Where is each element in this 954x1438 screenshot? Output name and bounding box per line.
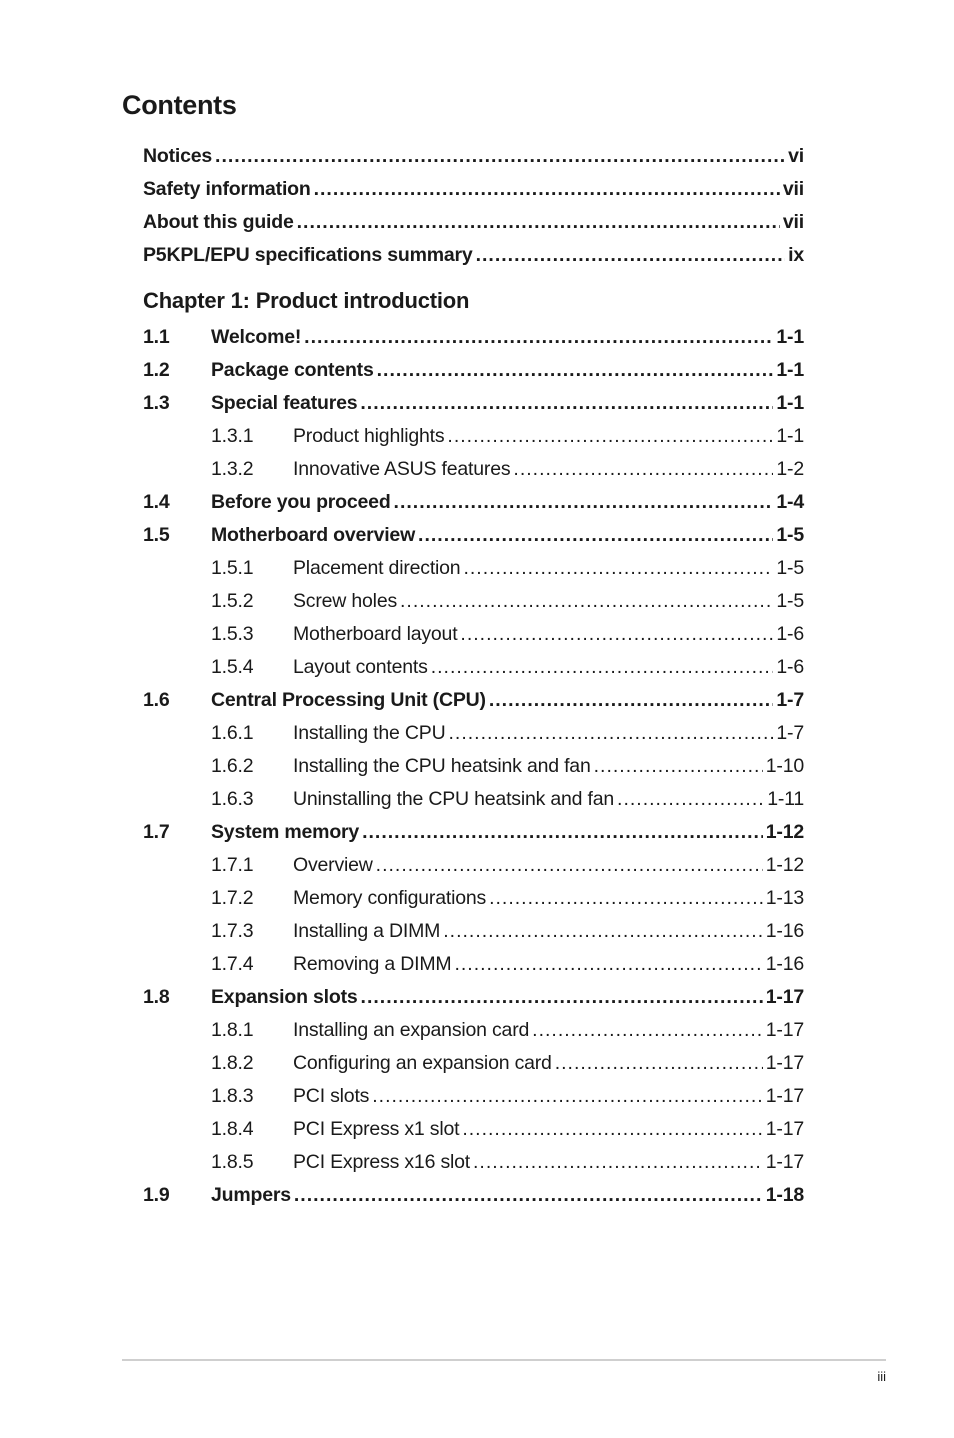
toc-entry-label: Installing a DIMM <box>293 920 441 942</box>
toc-entry-page: 1-6 <box>776 656 804 678</box>
toc-entry[interactable] <box>143 552 804 585</box>
toc-entry-label: Welcome! <box>211 326 302 348</box>
toc-entry[interactable] <box>143 1014 804 1047</box>
toc-entry-number: 1.7.1 <box>211 854 254 876</box>
toc-entry[interactable] <box>143 981 804 1014</box>
toc-entry-label: Layout contents <box>293 656 428 678</box>
dot-leader <box>454 948 762 981</box>
toc-entry-page: vi <box>788 145 804 167</box>
dot-leader <box>489 684 774 717</box>
toc-entry-number: 1.8.3 <box>211 1085 254 1107</box>
toc-entry[interactable] <box>143 717 804 750</box>
toc-entry-label: Motherboard layout <box>293 623 458 645</box>
chapter-heading: Chapter 1: Product introduction <box>143 288 470 313</box>
dot-leader <box>294 1179 763 1212</box>
dot-leader <box>443 915 763 948</box>
toc-entry-number: 1.7.3 <box>211 920 254 942</box>
toc-entry[interactable] <box>143 882 804 915</box>
toc-entry-page: 1-17 <box>765 986 804 1008</box>
toc-entry-label: PCI slots <box>293 1085 370 1107</box>
dot-leader <box>460 618 773 651</box>
dot-leader <box>532 1014 763 1047</box>
dot-leader <box>362 816 763 849</box>
toc-entry[interactable] <box>143 519 804 552</box>
toc-entry-page: vii <box>782 211 804 233</box>
toc-entry-page: 1-1 <box>776 326 804 348</box>
toc-entry-page: 1-12 <box>765 854 804 876</box>
toc-entry-number: 1.8.2 <box>211 1052 254 1074</box>
toc-entry-page: 1-1 <box>776 425 804 447</box>
toc-entry[interactable] <box>143 1146 804 1179</box>
toc-entry-label: Notices <box>143 145 213 167</box>
toc-entry-page: 1-1 <box>776 359 804 381</box>
toc-entry-page: 1-16 <box>765 953 804 975</box>
toc-entry-page: 1-17 <box>765 1019 804 1041</box>
dot-leader <box>314 173 780 206</box>
toc-entry-page: 1-10 <box>765 755 804 777</box>
toc-entry-label: Placement direction <box>293 557 461 579</box>
toc-entry-page: 1-7 <box>776 689 804 711</box>
dot-leader <box>431 651 774 684</box>
toc-entry[interactable] <box>143 140 804 173</box>
toc-entry[interactable] <box>143 239 804 272</box>
toc-entry[interactable] <box>143 750 804 783</box>
toc-entry-label: P5KPL/EPU specifications summary <box>143 244 473 266</box>
toc-entry[interactable] <box>143 618 804 651</box>
toc-entry-label: Jumpers <box>211 1184 291 1206</box>
dot-leader <box>513 453 773 486</box>
toc-entry-number: 1.5.4 <box>211 656 254 678</box>
dot-leader <box>297 206 780 239</box>
toc-entry-page: 1-2 <box>776 458 804 480</box>
toc-entry-number: 1.8.1 <box>211 1019 254 1041</box>
dot-leader <box>418 519 773 552</box>
toc-entry-page: 1-18 <box>765 1184 804 1206</box>
toc-entry[interactable] <box>143 816 804 849</box>
toc-entry[interactable] <box>143 1047 804 1080</box>
toc-entry[interactable] <box>143 849 804 882</box>
toc-entry-label: Installing the CPU <box>293 722 446 744</box>
toc-entry-number: 1.4 <box>143 491 170 513</box>
toc-entry-page: vii <box>782 178 804 200</box>
toc-entry-number: 1.5 <box>143 524 170 546</box>
toc-entry-number: 1.1 <box>143 326 170 348</box>
toc-entry-label: Configuring an expansion card <box>293 1052 552 1074</box>
toc-entry-number: 1.6 <box>143 689 170 711</box>
toc-entry-label: PCI Express x1 slot <box>293 1118 460 1140</box>
toc-entry[interactable] <box>143 1080 804 1113</box>
toc-entry-label: Innovative ASUS features <box>293 458 511 480</box>
dot-leader <box>400 585 773 618</box>
toc-entry-label: Removing a DIMM <box>293 953 452 975</box>
dot-leader <box>462 1113 762 1146</box>
toc-entry-page: 1-17 <box>765 1052 804 1074</box>
toc-entry[interactable] <box>143 915 804 948</box>
toc-entry-page: 1-17 <box>765 1085 804 1107</box>
footer-page-number: iii <box>877 1369 886 1384</box>
front-matter-list <box>143 140 804 272</box>
footer-divider <box>122 1359 886 1361</box>
toc-entry[interactable] <box>143 1113 804 1146</box>
toc-entry[interactable] <box>143 420 804 453</box>
toc-entry-number: 1.3.1 <box>211 425 254 447</box>
toc-entry-label: Safety information <box>143 178 311 200</box>
toc-entry-label: Before you proceed <box>211 491 391 513</box>
toc-entry-label: Product highlights <box>293 425 445 447</box>
dot-leader <box>447 420 773 453</box>
toc-entry-page: 1-17 <box>765 1151 804 1173</box>
toc-entry-label: About this guide <box>143 211 294 233</box>
dot-leader <box>448 717 773 750</box>
dot-leader <box>617 783 764 816</box>
toc-entry[interactable] <box>143 948 804 981</box>
toc-entry[interactable] <box>143 486 804 519</box>
toc-entry-label: Installing an expansion card <box>293 1019 530 1041</box>
toc-entry-label: PCI Express x16 slot <box>293 1151 470 1173</box>
toc-entry-number: 1.3 <box>143 392 170 414</box>
toc-entry-page: 1-6 <box>776 623 804 645</box>
toc-entry[interactable] <box>143 387 804 420</box>
toc-entry[interactable] <box>143 651 804 684</box>
toc-entry-page: 1-17 <box>765 1118 804 1140</box>
dot-leader <box>304 321 773 354</box>
dot-leader <box>360 387 773 420</box>
toc-entry-number: 1.7 <box>143 821 170 843</box>
toc-entry-page: 1-4 <box>776 491 804 513</box>
toc-entry[interactable] <box>143 354 804 387</box>
toc-entry-label: Overview <box>293 854 373 876</box>
toc-entry-number: 1.7.4 <box>211 953 254 975</box>
toc-entry[interactable] <box>143 173 804 206</box>
page-title: Contents <box>122 90 237 120</box>
chapter-entries-list <box>143 321 804 1212</box>
toc-entry-label: Package contents <box>211 359 374 381</box>
toc-entry-number: 1.8 <box>143 986 170 1008</box>
toc-entry-number: 1.6.1 <box>211 722 254 744</box>
toc-entry[interactable] <box>143 453 804 486</box>
toc-entry[interactable] <box>143 321 804 354</box>
toc-entry[interactable] <box>143 684 804 717</box>
dot-leader <box>361 981 763 1014</box>
dot-leader <box>476 239 786 272</box>
toc-entry-number: 1.3.2 <box>211 458 254 480</box>
dot-leader <box>555 1047 763 1080</box>
toc-entry-number: 1.9 <box>143 1184 170 1206</box>
toc-entry-label: Memory configurations <box>293 887 487 909</box>
toc-entry-label: Motherboard overview <box>211 524 416 546</box>
toc-entry-page: 1-12 <box>765 821 804 843</box>
toc-entry-label: Expansion slots <box>211 986 358 1008</box>
toc-entry-label: Special features <box>211 392 358 414</box>
dot-leader <box>463 552 773 585</box>
toc-entry-number: 1.7.2 <box>211 887 254 909</box>
toc-entry-label: Installing the CPU heatsink and fan <box>293 755 591 777</box>
dot-leader <box>594 750 763 783</box>
toc-entry-page: ix <box>788 244 804 266</box>
toc-entry-number: 1.8.5 <box>211 1151 254 1173</box>
toc-entry-label: System memory <box>211 821 360 843</box>
toc-entry-page: 1-5 <box>776 524 804 546</box>
toc-entry[interactable] <box>143 1179 804 1212</box>
toc-entry-page: 1-16 <box>765 920 804 942</box>
dot-leader <box>473 1146 763 1179</box>
toc-entry-number: 1.6.2 <box>211 755 254 777</box>
toc-entry-page: 1-13 <box>765 887 804 909</box>
toc-entry-label: Uninstalling the CPU heatsink and fan <box>293 788 615 810</box>
toc-entry-number: 1.8.4 <box>211 1118 254 1140</box>
dot-leader <box>215 140 785 173</box>
dot-leader <box>377 354 774 387</box>
toc-entry-page: 1-1 <box>776 392 804 414</box>
toc-entry-label: Screw holes <box>293 590 398 612</box>
toc-entry-label: Central Processing Unit (CPU) <box>211 689 486 711</box>
toc-entry-number: 1.5.2 <box>211 590 254 612</box>
dot-leader <box>376 849 763 882</box>
toc-entry-number: 1.5.3 <box>211 623 254 645</box>
dot-leader <box>372 1080 763 1113</box>
toc-entry-page: 1-11 <box>767 788 804 810</box>
dot-leader <box>489 882 763 915</box>
toc-entry-number: 1.5.1 <box>211 557 254 579</box>
toc-entry-number: 1.2 <box>143 359 170 381</box>
toc-entry[interactable] <box>143 206 804 239</box>
toc-entry-number: 1.6.3 <box>211 788 254 810</box>
dot-leader <box>394 486 774 519</box>
toc-entry-page: 1-5 <box>776 590 804 612</box>
toc-entry[interactable] <box>143 783 804 816</box>
toc-entry-page: 1-5 <box>776 557 804 579</box>
toc-entry-page: 1-7 <box>776 722 804 744</box>
toc-entry[interactable] <box>143 585 804 618</box>
